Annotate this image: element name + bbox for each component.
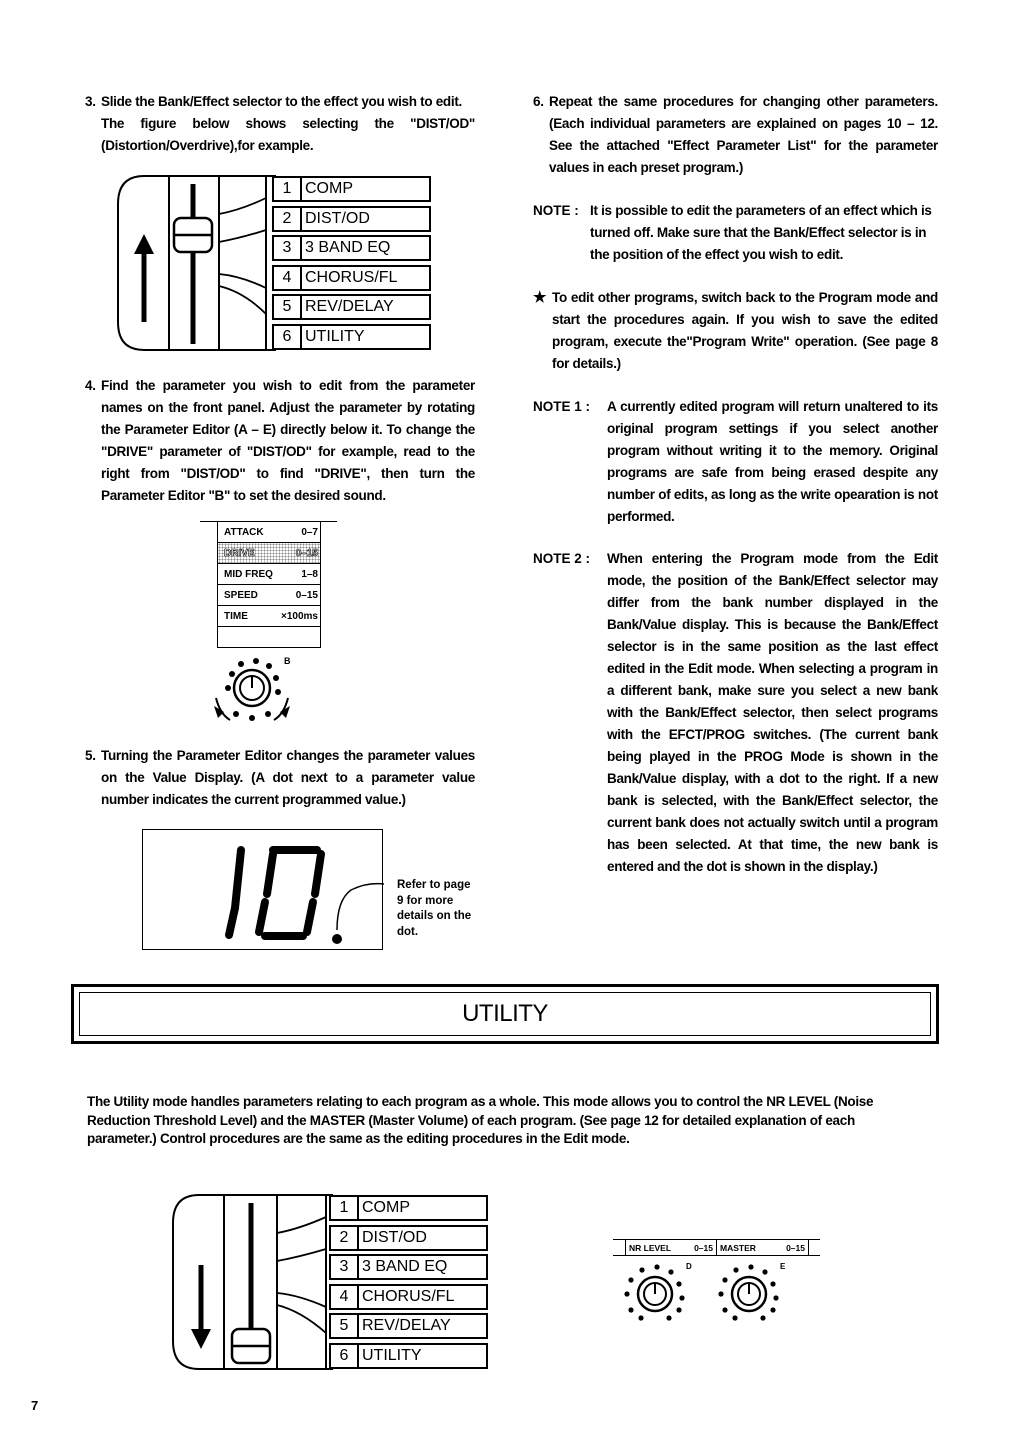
utility-effect-item-5 bbox=[329, 1313, 488, 1339]
utility-section-banner bbox=[71, 984, 939, 1044]
param-name: ATTACK bbox=[224, 526, 264, 538]
effect-item-label: REV/DELAY bbox=[362, 1317, 451, 1334]
utility-title: UTILITY bbox=[79, 992, 931, 1036]
note-text: It is possible to edit the parameters of an effect which is turned off. Make sure that the Bank/Effect selector is in the position of the effect you wish to edit. bbox=[590, 203, 932, 262]
effect-item-number: 1 bbox=[331, 1197, 359, 1219]
master-cell bbox=[717, 1240, 809, 1255]
parameter-table bbox=[200, 521, 337, 648]
step4-number: 4. bbox=[85, 378, 96, 393]
param-name: MID FREQ bbox=[224, 568, 273, 580]
effect-item-number: 1 bbox=[274, 178, 302, 200]
effect-item-number: 3 bbox=[331, 1256, 359, 1278]
effect-item-number: 5 bbox=[331, 1315, 359, 1337]
effect-item-number: 2 bbox=[274, 208, 302, 230]
parameter-editor-knob-d bbox=[619, 1262, 691, 1324]
master-label: MASTER bbox=[720, 1242, 756, 1253]
param-range: 1–8 bbox=[301, 568, 318, 580]
nr-level-cell bbox=[625, 1240, 717, 1255]
effect-item-label: 3 BAND EQ bbox=[305, 239, 391, 256]
effect-item-3 bbox=[272, 235, 431, 261]
param-row-speed bbox=[218, 585, 320, 606]
effect-item-label: DIST/OD bbox=[362, 1229, 427, 1246]
utility-effect-item-1 bbox=[329, 1195, 488, 1221]
knob-e-label: E bbox=[780, 1262, 786, 1271]
utility-effect-item-3 bbox=[329, 1254, 488, 1280]
effect-item-label: REV/DELAY bbox=[305, 298, 394, 315]
effect-item-5 bbox=[272, 294, 431, 320]
effect-item-number: 4 bbox=[274, 267, 302, 289]
step6-number: 6. bbox=[533, 94, 544, 109]
effect-item-label: UTILITY bbox=[362, 1347, 422, 1364]
bank-effect-selector-figure bbox=[116, 174, 276, 352]
param-name: TIME bbox=[224, 610, 248, 622]
param-range: 0–15 bbox=[295, 547, 318, 559]
display-dot-note: Refer to page 9 for more details on the dot. bbox=[397, 879, 472, 938]
page-number: 7 bbox=[31, 1398, 39, 1413]
step3-line1: Slide the Bank/Effect selector to the effect you wish to edit. bbox=[101, 94, 462, 109]
utility-effect-item-2 bbox=[329, 1225, 488, 1251]
utility-effect-item-6 bbox=[329, 1343, 488, 1369]
param-range: 0–15 bbox=[295, 589, 318, 601]
effect-item-1 bbox=[272, 176, 431, 202]
knob-b-label: B bbox=[284, 656, 291, 666]
effect-item-2 bbox=[272, 206, 431, 232]
master-range: 0–15 bbox=[786, 1242, 805, 1253]
effect-item-label: CHORUS/FL bbox=[305, 269, 398, 286]
note1-label: NOTE 1 : bbox=[533, 399, 591, 414]
star-note-text: To edit other programs, switch back to the Program mode and start the procedures again. If you wish to save the edited program, execute the"Program Write" operation. (See page 8 for details.) bbox=[552, 290, 938, 371]
param-row-empty bbox=[218, 627, 320, 648]
effect-item-label: 3 BAND EQ bbox=[362, 1258, 448, 1275]
effect-item-number: 2 bbox=[331, 1227, 359, 1249]
param-name: DRIVE bbox=[224, 547, 255, 559]
nr-level-label: NR LEVEL bbox=[629, 1242, 672, 1253]
utility-param-labels bbox=[613, 1239, 820, 1256]
effect-item-number: 3 bbox=[274, 237, 302, 259]
param-row-attack bbox=[218, 522, 320, 543]
effect-item-label: COMP bbox=[305, 180, 353, 197]
utility-effect-item-4 bbox=[329, 1284, 488, 1310]
effect-item-6 bbox=[272, 324, 431, 350]
effect-item-number: 4 bbox=[331, 1286, 359, 1308]
effect-item-number: 6 bbox=[331, 1345, 359, 1367]
step5-text: Turning the Parameter Editor changes the parameter values on the Value Display. (A dot next to a parameter value number indicates the current programmed value.) bbox=[101, 748, 475, 807]
bank-effect-selector-figure-utility bbox=[171, 1193, 333, 1371]
param-row-drive bbox=[218, 543, 320, 564]
step3-line2: The figure below shows selecting the "DIST/OD" (Distortion/Overdrive),for example. bbox=[101, 116, 475, 153]
param-range: 0–7 bbox=[301, 526, 318, 538]
effect-item-4 bbox=[272, 265, 431, 291]
step5-number: 5. bbox=[85, 748, 96, 763]
nr-level-range: 0–15 bbox=[694, 1242, 713, 1253]
effect-item-label: UTILITY bbox=[305, 328, 365, 345]
parameter-editor-knob-e bbox=[713, 1262, 785, 1324]
note1-text: A currently edited program will return unaltered to its original program settings if you select another program without writing it to the memory. Original programs are safe from being erased despite any number of edits, as long as the write opearation is not performed. bbox=[607, 399, 938, 524]
step4-text: Find the parameter you wish to edit from the parameter names on the front panel. Adjust the parameter by rotating the Parameter Editor (A – E) directly below it. To change the "DRIVE" parameter of "DIST/OD" for example, read to the right from "DIST/OD" to find "DRIVE", then turn the Parameter Editor "B" to set the desired sound. bbox=[101, 378, 475, 503]
param-name: SPEED bbox=[224, 589, 258, 601]
note-label: NOTE : bbox=[533, 203, 579, 218]
star-icon: ★ bbox=[533, 289, 547, 306]
step6-text: Repeat the same procedures for changing other parameters. (Each individual parameters are explained on pages 10 – 12. See the attached "Effect Parameter List" for the parameter values in each preset program.) bbox=[549, 94, 938, 175]
param-range: ×100ms bbox=[281, 610, 318, 622]
effect-item-label: DIST/OD bbox=[305, 210, 370, 227]
param-row-time bbox=[218, 606, 320, 627]
knob-d-label: D bbox=[686, 1262, 692, 1271]
effect-item-label: CHORUS/FL bbox=[362, 1288, 455, 1305]
effect-item-label: COMP bbox=[362, 1199, 410, 1216]
effect-item-number: 5 bbox=[274, 296, 302, 318]
param-row-mid-freq bbox=[218, 564, 320, 585]
value-display bbox=[142, 829, 383, 950]
seven-segment-digits bbox=[143, 830, 384, 951]
effect-item-number: 6 bbox=[274, 326, 302, 348]
note2-text: When entering the Program mode from the Edit mode, the position of the Bank/Effect selector may differ from the bank number displayed in the Bank/Value display. This is because the Bank/Effect selector is in the same position as the last effect edited in the Edit mode. When selecting a program in a different bank, make sure you select a new bank with the Bank/Effect selector, then select programs with the EFCT/PROG switches. (The current bank being played in the PROG Mode is shown in the Bank/Value display, with a dot to the right. If a new bank is selected, with the Bank/Effect selector, the current bank does not actually switch until a program has been selected. At that time, the new bank is entered and the dot is shown in the display.) bbox=[607, 551, 938, 874]
step3-number: 3. bbox=[85, 94, 96, 109]
note2-label: NOTE 2 : bbox=[533, 551, 591, 566]
utility-intro: The Utility mode handles parameters relating to each program as a whole. This mode allows you to control the NR LEVEL (Noise Reduction Threshold Level) and the MASTER (Master Volume) of each program. (See page 12 for detailed explanation of each parameter.) Control procedures are the same as the editing procedures in the Edit mode. bbox=[87, 1094, 874, 1146]
